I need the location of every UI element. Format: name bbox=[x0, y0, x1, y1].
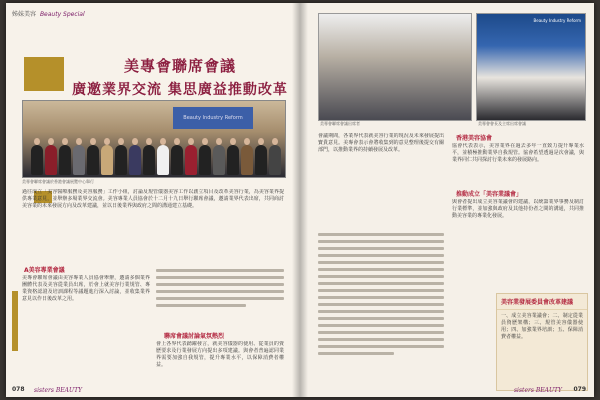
right-paragraph-2: 協會代表表示，美容業界在過去多年一直致力提升專業水平，並積極推動業界自我規管。協會希望透過是次會議，與業界同仁共同探討行業未來的發展路向。 bbox=[452, 143, 584, 163]
right-subhead-2: 推動成立「美容業議會」 bbox=[456, 191, 523, 198]
meeting-photo-caption: 美專會聯席會議出席者 bbox=[320, 121, 360, 126]
page-gutter bbox=[292, 3, 308, 397]
speakers-photo-logo: Beauty Industry Reform bbox=[533, 18, 581, 23]
paragraph-filler bbox=[156, 265, 284, 325]
paragraph-1: 美專會聯席會議由美容專業人員協會舉辦，邀請多個業界團體代表及美容從業員出席，於會上就美容行業規管、專業資格認證及培訓課程等議題進行深入討論，並收集業界意見以作日後改革之用。 bbox=[22, 275, 150, 302]
page-number-right: 079 bbox=[573, 386, 586, 393]
reform-proposal-title: 美容業發展委員會改革建議 bbox=[497, 294, 587, 310]
left-page bbox=[6, 3, 300, 397]
speakers-photo-caption: 美專會會長及主席出席會議 bbox=[478, 121, 526, 126]
right-paragraph-3: 與會者提出成立美容業議會的建議，以統籌業界事務及制訂行業標準，並加強與政府及其他持份者之間的溝通，共同推動美容業的專業化發展。 bbox=[452, 199, 584, 219]
title-line-1: 美專會聯席會議 bbox=[123, 57, 236, 75]
article-title bbox=[68, 55, 292, 99]
intro-paragraph: 過往成立「美容醫療服務及美容服務」工作小組，討論及規管儀器美容工作以創立項目及改革美容行業，為美容業界提供專業意見，並舉辦多場業界交流會。美容專業人員協會於十二月十九日舉行聯席會議，邀請業界代表出席，共同商討美容業的未來發展方向及改革建議，並以日後業界與政府之間的溝通建立基礎。 bbox=[22, 189, 284, 209]
section-label: 姊妹美容 bbox=[12, 11, 37, 18]
page-number-left: 078 bbox=[12, 386, 25, 393]
meeting-photo bbox=[318, 13, 472, 121]
brand-logo-right: sisters BEAUTY bbox=[513, 387, 562, 394]
section-label-en: Beauty Special bbox=[39, 11, 85, 18]
paragraph-2: 會上各界代表踴躍發言，就美容儀器的使用、從業員的資歷要求及行業發展方向提出多項建議。與會者普遍認同業界需要加強自我規管，提升專業水平，以保障消費者權益。 bbox=[156, 341, 284, 368]
speakers-photo bbox=[476, 13, 586, 121]
right-paragraph-filler bbox=[318, 229, 444, 389]
photo-caption: 美專會聯席會議於香港會議展覽中心舉行 bbox=[22, 179, 94, 184]
reform-proposal-box bbox=[496, 293, 588, 391]
group-photo bbox=[22, 100, 286, 178]
magazine-spread bbox=[6, 3, 594, 397]
photo-banner: Beauty Industry Reform bbox=[173, 107, 253, 129]
gold-decor-bar bbox=[24, 57, 64, 91]
reform-proposal-body: 一、成立美容業議會；二、制定從業員資歷架構；三、規管美容儀器使用；四、加強業界培訓；五、保障消費者權益。 bbox=[501, 313, 583, 340]
gold-decor-bar bbox=[12, 291, 18, 351]
subhead-2: 聯席會議討論氣氛熱烈 bbox=[164, 333, 225, 340]
right-page bbox=[300, 3, 594, 397]
photo-people bbox=[27, 129, 281, 175]
right-paragraph-1: 會議期間，各業界代表就美容行業的現況及未來發展提出寶貴意見。美專會表示會將收集到的意見整理後提交有關部門，以推動業界的持續發展及改革。 bbox=[318, 133, 444, 153]
brand-logo-left: sisters BEAUTY bbox=[34, 387, 83, 394]
title-line-2: 廣邀業界交流 集思廣益推動改革 bbox=[72, 82, 288, 98]
subhead-1: A美容專業會議 bbox=[24, 267, 65, 274]
right-subhead-1: 香港美容協會 bbox=[456, 135, 493, 142]
section-header bbox=[12, 9, 85, 18]
